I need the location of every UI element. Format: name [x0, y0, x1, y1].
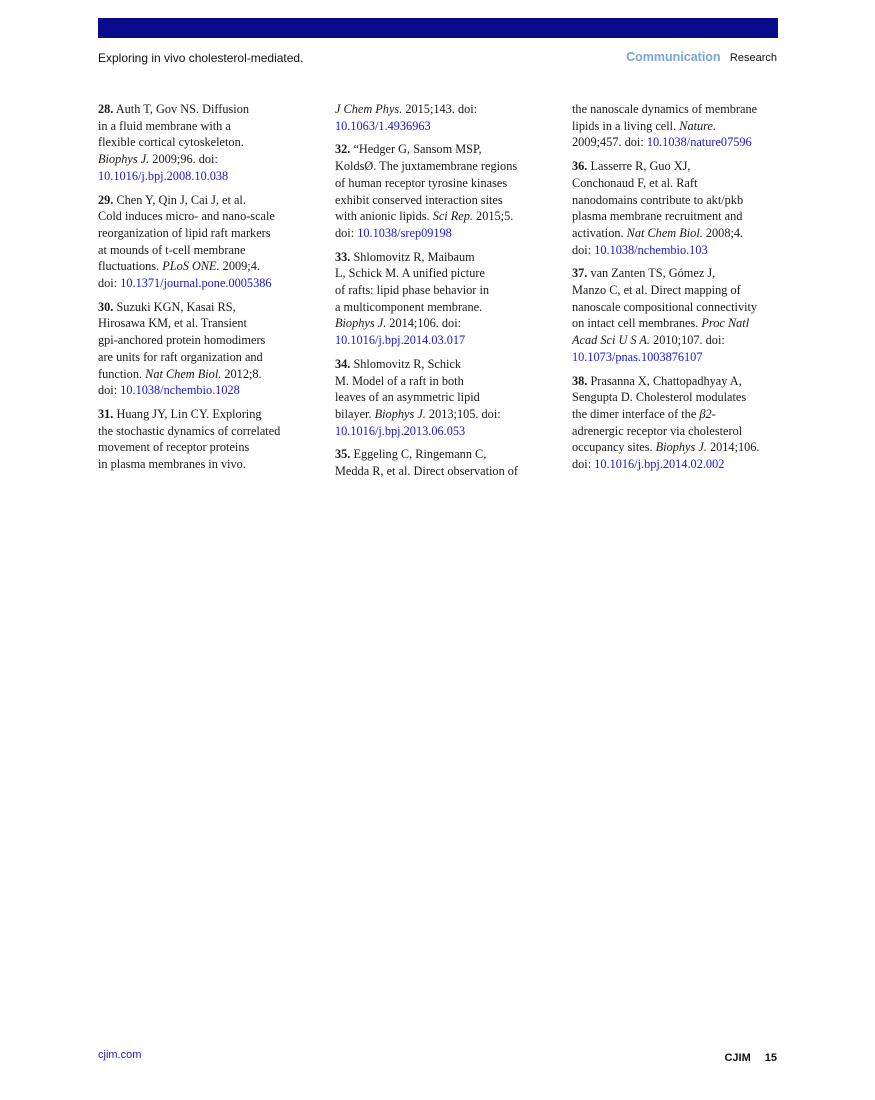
reference-text: Hirosawa KM, et al. Transient: [98, 316, 247, 331]
reference-line: [572, 175, 778, 192]
reference-text: Nat Chem Biol.: [626, 225, 703, 240]
reference-text: fluctuations.: [98, 259, 163, 274]
reference-column-1: [98, 101, 304, 480]
reference-text: Nat Chem Biol.: [145, 366, 222, 381]
reference-line: [572, 101, 778, 118]
reference-number: 34.: [335, 356, 351, 371]
reference-number: 29.: [98, 192, 114, 207]
reference-text: a multicomponent membrane.: [335, 299, 483, 314]
reference-text: PLoS ONE.: [162, 259, 220, 274]
doi-link[interactable]: 10.1038/nature07596: [646, 135, 752, 150]
reference-line: [572, 208, 778, 225]
reference-column-3: [572, 101, 778, 480]
reference-line: [572, 299, 778, 316]
reference-text: function.: [98, 366, 146, 381]
reference-text: 2009;4.: [219, 259, 260, 274]
reference-text: doi:: [98, 276, 121, 291]
reference-line: [335, 389, 541, 406]
reference-text: Biophys J.: [335, 316, 387, 331]
reference-number: 31.: [98, 406, 114, 421]
reference-line: [335, 175, 541, 192]
reference-text: 2013;105. doi:: [425, 406, 501, 421]
reference-line: [98, 315, 304, 332]
doi-link[interactable]: 10.1063/1.4936963: [335, 118, 431, 133]
reference-number: 33.: [335, 249, 351, 264]
reference-text: reorganization of lipid raft markers: [98, 225, 271, 240]
reference-line: [572, 265, 778, 282]
reference-text: doi:: [98, 383, 121, 398]
category-label: Research: [729, 52, 777, 64]
reference-line: [335, 332, 541, 349]
reference-text: KoldsØ. The juxtamembrane regions: [335, 159, 518, 174]
reference-line: [335, 299, 541, 316]
reference-text: Suzuki KGN, Kasai RS,: [113, 299, 236, 314]
header-bar: [98, 18, 778, 38]
reference-text: J Chem Phys.: [335, 102, 403, 116]
reference-text: are units for raft organization and: [98, 349, 263, 364]
reference-line: [572, 423, 778, 440]
reference-text: lipids in a living cell.: [572, 118, 680, 133]
reference-line: [98, 366, 304, 383]
reference-text: leaves of an asymmetric lipid: [335, 390, 480, 405]
reference-line: [98, 258, 304, 275]
reference-line: [572, 456, 778, 473]
reference-text: van Zanten TS, Gómez J,: [587, 266, 716, 281]
reference-text: on intact cell membranes.: [572, 316, 702, 331]
reference-entry: [335, 446, 541, 479]
reference-number: 36.: [572, 159, 588, 174]
reference-entry: [572, 101, 778, 151]
reference-line: [335, 446, 541, 463]
reference-text: Biophys J.: [374, 406, 426, 421]
reference-text: bilayer.: [335, 406, 375, 421]
reference-text: 2009;96. doi:: [149, 152, 218, 167]
reference-line: [335, 225, 541, 242]
reference-text: Eggeling C, Ringemann C,: [350, 447, 487, 462]
reference-text: 2015;143. doi:: [402, 102, 478, 116]
reference-line: [572, 192, 778, 209]
reference-line: [572, 349, 778, 366]
reference-line: [335, 192, 541, 209]
reference-number: 37.: [572, 266, 588, 281]
reference-line: [572, 118, 778, 135]
reference-line: [335, 282, 541, 299]
reference-line: [98, 423, 304, 440]
reference-line: [335, 356, 541, 373]
reference-text: Acad Sci U S A.: [572, 333, 650, 348]
reference-text: Cold induces micro- and nano-scale: [98, 209, 275, 224]
reference-entry: [98, 406, 304, 473]
reference-text: of human receptor tyrosine kinases: [335, 175, 508, 190]
reference-number: 28.: [98, 102, 114, 116]
reference-line: [98, 208, 304, 225]
reference-number: 32.: [335, 142, 351, 157]
doi-link[interactable]: 10.1073/pnas.1003876107: [572, 349, 703, 364]
reference-line: [98, 456, 304, 473]
reference-line: [572, 282, 778, 299]
footer-journal-page: [724, 1052, 777, 1064]
reference-line: [98, 275, 304, 292]
reference-text: Conchonaud F, et al. Raft: [572, 175, 698, 190]
reference-text: doi:: [335, 225, 358, 240]
reference-entry: [335, 101, 541, 134]
reference-line: [335, 101, 541, 118]
reference-text: plasma membrane recruitment and: [572, 209, 743, 224]
doi-link[interactable]: 10.1038/srep09198: [357, 225, 452, 240]
reference-text: Shlomovitz R, Maibaum: [350, 249, 475, 264]
reference-text: 2008;4.: [702, 225, 744, 240]
reference-text: “Hedger G, Sansom MSP,: [350, 142, 482, 157]
reference-line: [98, 225, 304, 242]
reference-line: [98, 192, 304, 209]
reference-entry: [572, 373, 778, 473]
reference-text: in a fluid membrane with a: [98, 118, 231, 133]
reference-text: gpi-anchored protein homodimers: [98, 333, 266, 348]
reference-text: Prasanna X, Chattopadhyay A,: [587, 373, 742, 388]
reference-text: Proc Natl: [701, 316, 750, 331]
reference-text: 2014;106. doi:: [386, 316, 462, 331]
reference-text: the dimer interface of the: [572, 406, 700, 421]
reference-line: [572, 315, 778, 332]
reference-text: nanodomains contribute to akt/pkb: [572, 192, 744, 207]
page-number: 15: [764, 1052, 777, 1064]
reference-text: Nature.: [679, 118, 717, 133]
reference-text: occupancy sites.: [572, 440, 656, 455]
reference-line: [98, 382, 304, 399]
reference-text: -: [711, 406, 716, 421]
reference-text: Shlomovitz R, Schick: [350, 356, 462, 371]
reference-line: [98, 349, 304, 366]
doi-link[interactable]: 10.1016/j.bpj.2014.03.017: [335, 333, 466, 348]
doi-link[interactable]: 10.1016/j.bpj.2013.06.053: [335, 423, 466, 438]
reference-line: [572, 332, 778, 349]
reference-line: [335, 265, 541, 282]
reference-line: [572, 134, 778, 151]
reference-column-2: [335, 101, 541, 487]
running-title: Exploring in vivo cholesterol-mediated.: [98, 51, 304, 65]
doi-link[interactable]: 10.1371/journal.pone.0005386: [120, 276, 272, 291]
reference-line: [98, 134, 304, 151]
reference-text: activation.: [572, 225, 627, 240]
reference-number: 30.: [98, 299, 114, 314]
reference-text: Chen Y, Qin J, Cai J, et al.: [113, 192, 246, 207]
reference-line: [98, 118, 304, 135]
reference-text: Manzo C, et al. Direct mapping of: [572, 283, 741, 298]
reference-entry: [98, 299, 304, 399]
reference-line: [98, 242, 304, 259]
reference-number: 38.: [572, 373, 588, 388]
reference-line: [98, 299, 304, 316]
footer-site-link[interactable]: cjim.com: [98, 1049, 142, 1061]
reference-line: [98, 101, 304, 118]
reference-text: at mounds of t-cell membrane: [98, 242, 246, 257]
reference-line: [335, 141, 541, 158]
reference-entry: [572, 158, 778, 258]
reference-text: the nanoscale dynamics of membrane: [572, 102, 758, 116]
reference-line: [98, 151, 304, 168]
reference-line: [335, 423, 541, 440]
reference-line: [335, 208, 541, 225]
reference-text: in plasma membranes in vivo.: [98, 457, 246, 472]
reference-text: doi:: [572, 457, 595, 472]
reference-text: nanoscale compositional connectivity: [572, 299, 758, 314]
reference-entry: [572, 265, 778, 365]
reference-line: [335, 249, 541, 266]
reference-line: [335, 373, 541, 390]
reference-text: Medda R, et al. Direct observation of: [335, 464, 519, 479]
reference-text: movement of receptor proteins: [98, 440, 250, 455]
reference-line: [335, 118, 541, 135]
reference-text: flexible cortical cytoskeleton.: [98, 135, 244, 150]
reference-line: [572, 242, 778, 259]
reference-text: Auth T, Gov NS. Diffusion: [113, 102, 249, 116]
reference-text: with anionic lipids.: [335, 209, 433, 224]
reference-text: Huang JY, Lin CY. Exploring: [113, 406, 262, 421]
reference-line: [335, 463, 541, 480]
reference-line: [572, 225, 778, 242]
reference-line: [98, 406, 304, 423]
reference-entry: [98, 192, 304, 292]
reference-entry: [98, 101, 304, 185]
doi-link[interactable]: 10.1016/j.bpj.2008.10.038: [98, 168, 229, 183]
reference-text: 2010;107. doi:: [649, 333, 725, 348]
reference-text: doi:: [572, 242, 595, 257]
doi-link[interactable]: 10.1038/nchembio.103: [594, 242, 708, 257]
reference-line: [335, 158, 541, 175]
reference-text: adrenergic receptor via cholesterol: [572, 423, 743, 438]
reference-entry: [335, 356, 541, 440]
reference-line: [98, 332, 304, 349]
reference-line: [335, 406, 541, 423]
reference-text: L, Schick M. A unified picture: [335, 266, 485, 281]
reference-text: Biophys J.: [98, 152, 150, 167]
reference-text: β2: [699, 406, 712, 421]
reference-entry: [335, 141, 541, 241]
reference-text: 2014;106.: [706, 440, 760, 455]
reference-line: [98, 439, 304, 456]
footer-journal: CJIM: [724, 1052, 751, 1064]
doi-link[interactable]: 10.1016/j.bpj.2014.02.002: [594, 457, 725, 472]
reference-line: [335, 315, 541, 332]
reference-line: [572, 439, 778, 456]
reference-text: Sengupta D. Cholesterol modulates: [572, 390, 747, 405]
header-labels: [626, 50, 777, 64]
reference-line: [572, 373, 778, 390]
doi-link[interactable]: 10.1038/nchembio.1028: [120, 383, 240, 398]
reference-line: [98, 168, 304, 185]
reference-text: Sci Rep.: [432, 209, 473, 224]
reference-line: [572, 158, 778, 175]
reference-text: Lasserre R, Guo XJ,: [587, 159, 691, 174]
reference-text: of rafts: lipid phase behavior in: [335, 283, 490, 298]
reference-text: M. Model of a raft in both: [335, 373, 464, 388]
reference-text: 2015;5.: [472, 209, 514, 224]
reference-line: [572, 406, 778, 423]
reference-entry: [335, 249, 541, 349]
reference-number: 35.: [335, 447, 351, 462]
section-label: Communication: [626, 50, 721, 64]
reference-text: the stochastic dynamics of correlated: [98, 423, 281, 438]
reference-text: 2012;8.: [221, 366, 262, 381]
reference-text: 2009;457. doi:: [572, 135, 647, 150]
reference-line: [572, 389, 778, 406]
reference-text: Biophys J.: [655, 440, 707, 455]
reference-text: exhibit conserved interaction sites: [335, 192, 503, 207]
